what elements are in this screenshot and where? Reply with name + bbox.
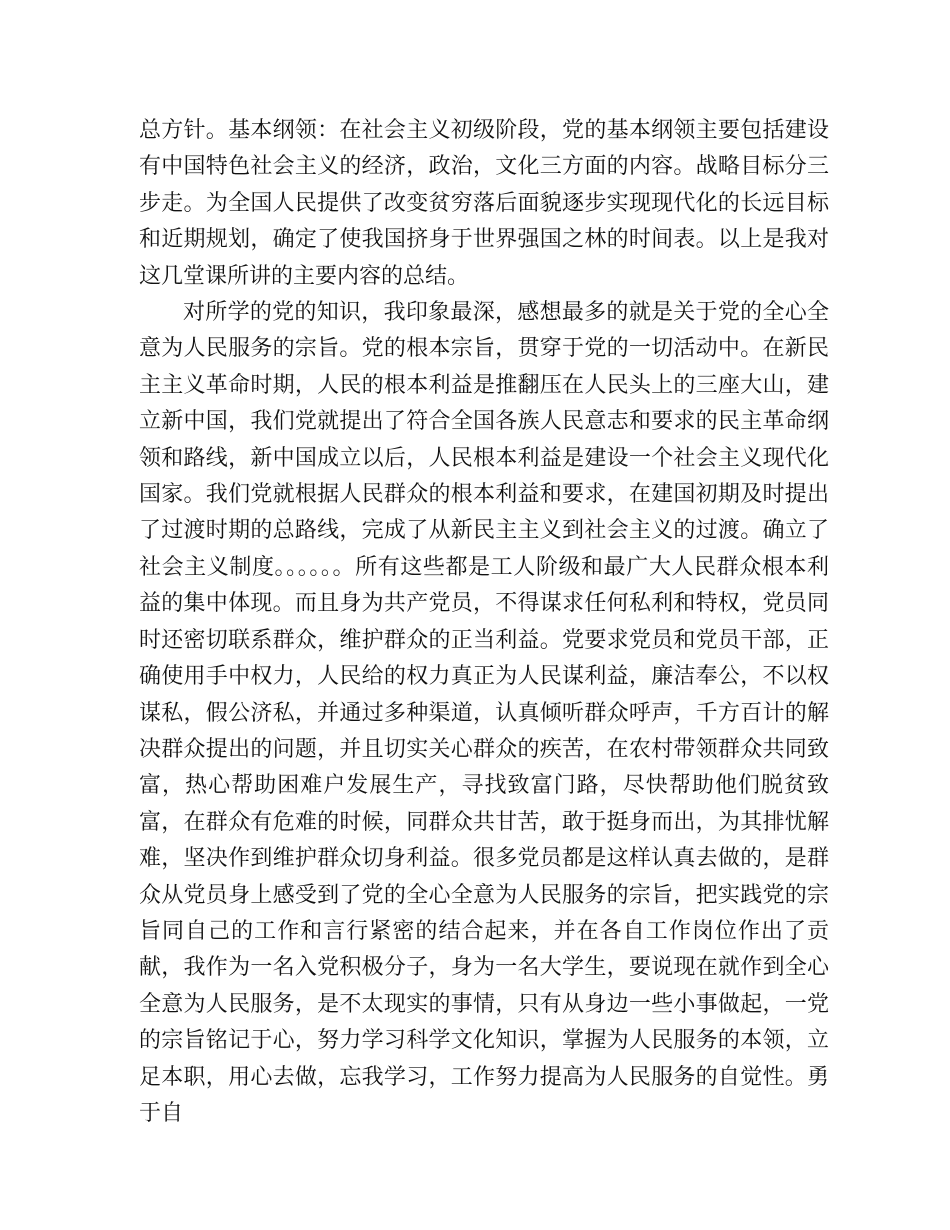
document-body xyxy=(139,113,829,1132)
paragraph-summary: 总方针。基本纲领：在社会主义初级阶段，党的基本纲领主要包括建设有中国特色社会主义的经济，政治，文化三方面的内容。战略目标分三步走。为全国人民提供了改变贫穷落后面貌逐步实现现代化的长远目标和近期规划，确定了使我国挤身于世界强国之林的时间表。以上是我对这几堂课所讲的主要内容的总结。 xyxy=(139,118,829,289)
paragraph-party-purpose: 对所学的党的知识，我印象最深，感想最多的就是关于党的全心全意为人民服务的宗旨。党的根本宗旨，贯穿于党的一切活动中。在新民主主义革命时期，人民的根本利益是推翻压在人民头上的三座大山，建立新中国，我们党就提出了符合全国各族人民意志和要求的民主革命纲领和路线，新中国成立以后，人民根本利益是建设一个社会主义现代化国家。我们党就根据人民群众的根本利益和要求，在建国初期及时提出了过渡时期的总路线，完成了从新民主主义到社会主义的过渡。确立了社会主义制度。。。。。。所有这些都是工人阶级和最广大人民群众根本利益的集中体现。而且身为共产党员，不得谋求任何私利和特权，党员同时还密切联系群众，维护群众的正当利益。党要求党员和党员干部，正确使用手中权力，人民给的权力真正为人民谋利益，廉洁奉公，不以权谋私，假公济私，并通过多种渠道，认真倾听群众呼声，千方百计的解决群众提出的问题，并且切实关心群众的疾苦，在农村带领群众共同致富，热心帮助困难户发展生产，寻找致富门路，尽快帮助他们脱贫致富，在群众有危难的时候，同群众共甘苦，敢于挺身而出，为其排忧解难，坚决作到维护群众切身利益。很多党员都是这样认真去做的，是群众从党员身上感受到了党的全心全意为人民服务的宗旨，把实践党的宗旨同自己的工作和言行紧密的结合起来，并在各自工作岗位作出了贡献，我作为一名入党积极分子，身为一名大学生，要说现在就作到全心全意为人民服务，是不太现实的事情，只有从身边一些小事做起，一党的宗旨铭记于心，努力学习科学文化知识，掌握为人民服务的本领，立足本职，用心去做，忘我学习，工作努力提高为人民服务的自觉性。勇于自 xyxy=(139,300,829,1126)
